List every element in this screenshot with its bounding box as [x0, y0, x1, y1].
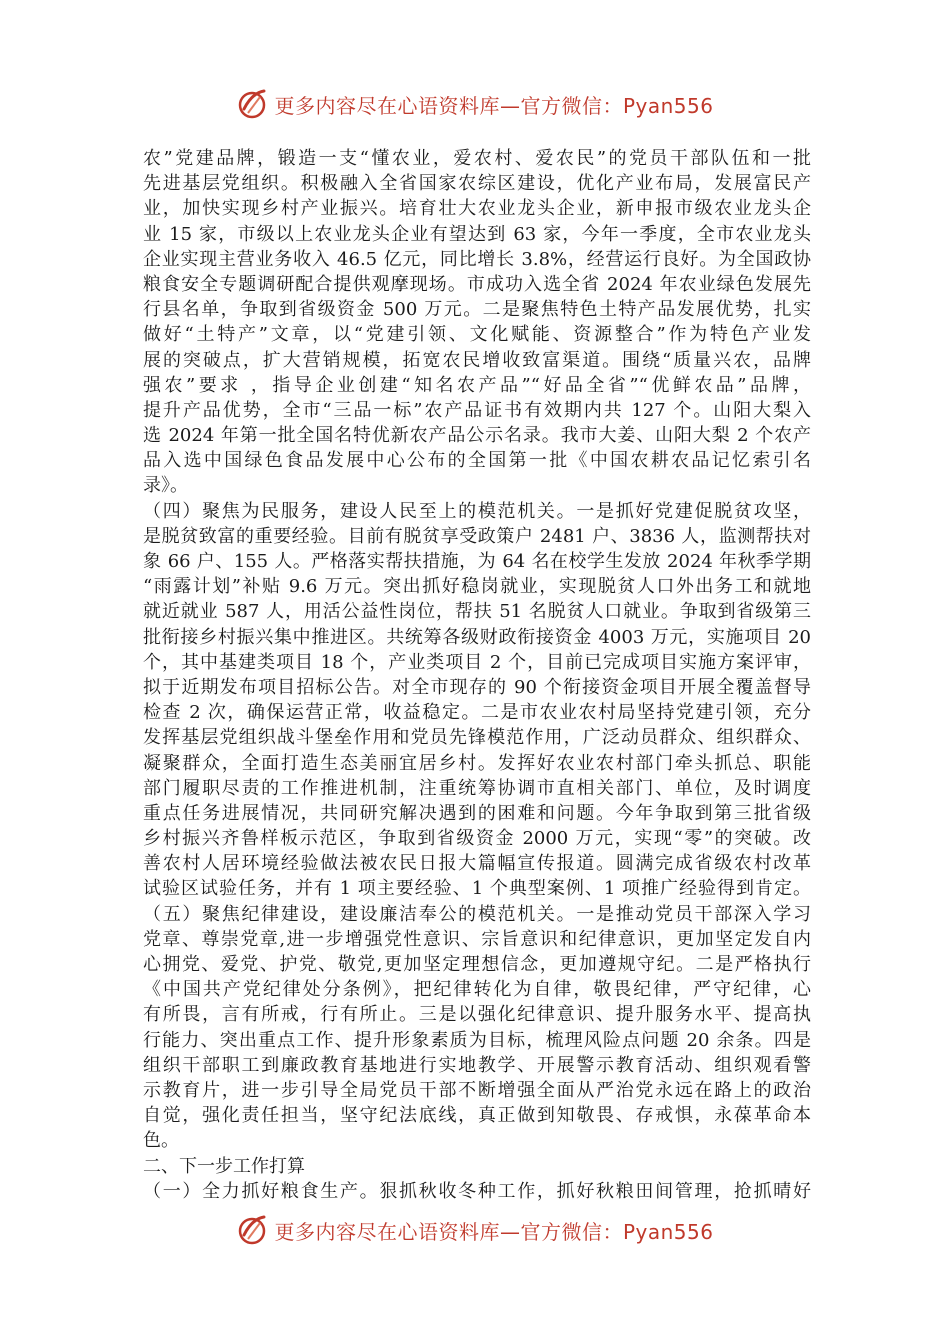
- text-line: 就近就业 587 人，用活公益性岗位，帮扶 51 名脱贫人口就业。争取到省级第三: [143, 601, 811, 623]
- text-line: 行县名单，争取到省级资金 500 万元。二是聚焦特色土特产品发展优势，扎实: [143, 299, 811, 321]
- text-line: 业，加快实现乡村产业振兴。培育壮大农业龙头企业，新申报市级农业龙头企: [143, 198, 811, 220]
- text-line: 色。: [143, 1130, 179, 1152]
- footer-watermark: [0, 1210, 950, 1250]
- text-line: 提升产品优势，全市“三品一标”农产品证书有效期内共 127 个。山阳大梨入: [143, 399, 811, 421]
- document-body: [143, 146, 811, 1204]
- text-line: 乡村振兴齐鲁样板示范区，争取到省级资金 2000 万元，实现“零”的突破。改: [143, 828, 811, 850]
- text-line: 录》。: [143, 475, 188, 497]
- text-line: 试验区试验任务，并有 1 项主要经验、1 个典型案例、1 项推广经验得到肯定。: [143, 878, 811, 900]
- section-heading-1: （一）全力抓好粮食生产。狠抓秋收冬种工作，抓好秋粮田间管理，抢抓晴好: [143, 1180, 811, 1202]
- text-line: “雨露计划”补贴 9.6 万元。突出抓好稳岗就业，实现脱贫人口外出务工和就地: [143, 576, 811, 598]
- text-line: 检查 2 次，确保运营正常，收益稳定。二是市农业农村局坚持党建引领，充分: [143, 702, 811, 724]
- text-line: 企业实现主营业务收入 46.5 亿元，同比增长 3.8%，经营运行良好。为全国政协: [143, 248, 811, 270]
- text-line: 象 66 户、155 人。严格落实帮扶措施，为 64 名在校学生发放 2024 年秋季学期: [143, 551, 811, 572]
- logo-icon: [236, 1213, 270, 1247]
- text-line: 自觉，强化责任担当，坚守纪法底线，真正做到知敬畏、存戒惧，永葆革命本: [143, 1105, 811, 1127]
- text-line: 有所畏，言有所戒，行有所止。三是以强化纪律意识、提升服务水平、提高执: [143, 1004, 811, 1026]
- text-line: 选 2024 年第一批全国名特优新农产品公示名录。我市大姜、山阳大梨 2 个农产: [143, 425, 811, 447]
- section-heading-5: （五）聚焦纪律建设，建设廉洁奉公的模范机关。一是推动党员干部深入学习: [143, 903, 811, 925]
- text-line: 先进基层党组织。积极融入全省国家农综区建设，优化产业布局，发展富民产: [143, 173, 811, 195]
- header-watermark: [0, 84, 950, 124]
- text-line: 强农”要求 ，指导企业创建“知名农产品”“好品全省”“优鲜农品”品牌，: [143, 374, 811, 396]
- text-line: 善农村人居环境经验做法被农民日报大篇幅宣传报道。圆满完成省级农村改革: [143, 853, 811, 875]
- text-line: 发挥基层党组织战斗堡垒作用和党员先锋模范作用，广泛动员群众、组织群众、: [143, 727, 811, 749]
- text-line: 组织干部职工到廉政教育基地进行实地教学、开展警示教育活动、组织观看警: [143, 1054, 811, 1076]
- section-heading-next-steps: 二、下一步工作打算: [143, 1155, 305, 1177]
- text-line: 粮食安全专题调研配合提供观摩现场。市成功入选全省 2024 年农业绿色发展先: [143, 273, 811, 295]
- text-line: 批衔接乡村振兴集中推进区。共统筹各级财政衔接资金 4003 万元，实施项目 20: [143, 626, 811, 648]
- text-line: 《中国共产党纪律处分条例》，把纪律转化为自律，敬畏纪律，严守纪律，心: [143, 979, 811, 1001]
- text-line: 部门履职尽责的工作推进机制，注重统筹协调市直相关部门、单位，及时调度: [143, 777, 811, 799]
- footer-watermark-text: 更多内容尽在心语资料库—官方微信：Pyan556: [274, 1219, 714, 1244]
- text-line: 个，其中基建类项目 18 个，产业类项目 2 个，目前已完成项目实施方案评审，: [143, 651, 811, 673]
- text-line: 心拥党、爱党、护党、敬党,更加坚定理想信念，更加遵规守纪。二是严格执行: [143, 954, 811, 975]
- section-heading-4: （四）聚焦为民服务，建设人民至上的模范机关。一是抓好党建促脱贫攻坚，: [143, 500, 811, 522]
- text-line: 拟于近期发布项目招标公告。对全市现存的 90 个衔接资金项目开展全覆盖督导: [143, 676, 811, 698]
- logo-icon: [236, 87, 270, 121]
- text-line: 重点任务进展情况，共同研究解决遇到的困难和问题。今年争取到第三批省级: [143, 802, 811, 824]
- text-line: 农”党建品牌，锻造一支“懂农业，爱农村、爱农民”的党员干部队伍和一批: [143, 148, 811, 169]
- text-line: 凝聚群众，全面打造生态美丽宜居乡村。发挥好农业农村部门牵头抓总、职能: [143, 752, 811, 774]
- text-line: 行能力、突出重点工作、提升形象素质为目标，梳理风险点问题 20 余条。四是: [143, 1029, 811, 1051]
- text-line: 展的突破点，扩大营销规模，拓宽农民增收致富渠道。围绕“质量兴农，品牌: [143, 349, 811, 371]
- text-line: 业 15 家，市级以上农业龙头企业有望达到 63 家，今年一季度，全市农业龙头: [143, 223, 811, 245]
- text-line: 是脱贫致富的重要经验。目前有脱贫享受政策户 2481 户、3836 人，监测帮扶对: [143, 525, 811, 547]
- text-line: 品入选中国绿色食品发展中心公布的全国第一批《中国农耕农品记忆索引名: [143, 450, 811, 472]
- text-line: 党章、尊崇党章,进一步增强党性意识、宗旨意识和纪律意识，更加坚定发自内: [143, 928, 811, 950]
- text-line: 示教育片，进一步引导全局党员干部不断增强全面从严治党永远在路上的政治: [143, 1079, 811, 1101]
- text-line: 做好“土特产”文章，以“党建引领、文化赋能、资源整合”作为特色产业发: [143, 324, 811, 346]
- header-watermark-text: 更多内容尽在心语资料库—官方微信：Pyan556: [274, 93, 714, 118]
